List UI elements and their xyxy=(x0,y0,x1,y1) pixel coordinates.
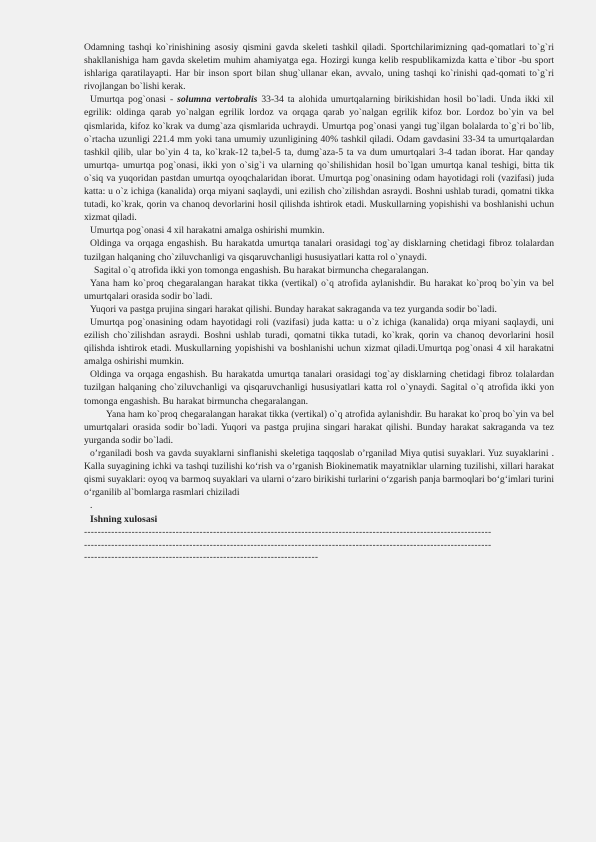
paragraph: Yana ham ko`proq chegaralangan harakat tikka (vertikal) o`q atrofida aylanishdir. Bu harakat ko`proq bo`yin va bel umurtqalari orasida sodir bo`ladi. Yuqori va pastga prujina singari harakat qilishi. Bunday harakat sakraganda va tez yurganda sodir bo`ladi. xyxy=(84,408,554,446)
paragraph: Oldinga va orqaga engashish. Bu harakatda umurtqa tanalari orasidagi tog`ay disklarning chetidagi fibroz tolalardan tuzilgan halqaning cho`ziluvchanligi va qisqaruvchanligi hususiyatlari katta rol o`ynaydi. Sagital o`q atrofida ikki yon tomonga engashish. Bu harakat birmuncha chegaralangan. xyxy=(84,369,554,407)
paragraph: Oldinga va orqaga engashish. Bu harakatda umurtqa tanalari orasidagi tog`ay disklarning chetidagi fibroz tolalardan tuzilgan halqaning cho`ziluvchanligi va qisqaruvchanligi hususiyatlari katta rol o`ynaydi. xyxy=(84,238,554,263)
paragraph: Odamning tashqi ko`rinishining asosiy qismini gavda skeleti tashkil qiladi. Sportchilarimizning qad-qomatlari to`g`ri shakllanishiga ham gavda skeletim muhim ahamiyatga ega. Hozirgi kunga kelib respublikamizda katta e`tibor -bu sport ishlariga qaratilayapti. Har bir inson sport bilan shug`ullanar ekan, avvalo, uning tashqi ko`rinishi qad-qomati to`g`ri rivojlangan bo`lishi kerak. xyxy=(84,42,554,93)
paragraph-fragment: 33-34 ta alohida umurtqalarning birikishidan hosil bo`ladi. Unda ikki xil egrilik: oldinga qarab yo`nalgan egrilik lordoz va orqaga qarab yo`nalgan egrilik kifoz bor. Lordoz bo`yin va bel qismlarida, kifoz ko`krak va dumg`aza qismlarida uchraydi. Umurtqa pog`onasi yangi tug`ilgan bolalarda to`g`ri bo`lib, o`rtacha uzunligi 221.4 mm yoki tana umumiy uzunligining 40% tashkil qiladi. Odam gavdasini 33-34 ta umurtqalardan tashkil qilib, ular bo`yin 4 ta, ko`krak-12 ta,bel-5 ta, dumg`aza-5 ta va dum umurtqalari 3-4 tadan iborat. Har qanday umurtqa- umurtqa pog`onasi, ikki yon o`sig`i va ularning qo`shilishidan hosil bo`lgan umurtqa kanal teshigi, bitta tik o`siq va yuqoridan pastdan umurtqa oyoqchalaridan iborat. Umurtqa pog`onasining odam hayotidagi roli (vazifasi) juda katta: u o`z ichiga (kanalida) orqa miyani saqlaydi, uni ezilish cho`zilishdan asraydi. Boshni ushlab turadi, qomatni tikka tutadi, ko`krak, qorin va chanoq devorlarini hosil qilishda ishtirok etadi. Muskullarning yopishishi va boshlanishi uchun xizmat qiladi. xyxy=(84,94,554,224)
section-heading: Ishning xulosasi xyxy=(90,514,158,526)
answer-line: ------------------------------------------------------------------------------------------------------------------------ xyxy=(84,539,492,551)
paragraph: Umurtqa pog`onasi 4 xil harakatni amalga oshirishi mumkin. xyxy=(90,225,325,237)
paragraph: o’rganiladi bosh va gavda suyaklarni sinflanishi skeletiga taqqoslab o’rganilad Miya qutisi suyaklari. Yuz suyaklarini . Kalla suyagining ichki va tashqi tuzilishi ko‘rish va o’rganish Biokinematik mayatniklar ularning tuzilishi, xillari harakat qismi suyaklari: oyoq va barmoq suyaklari va ularni o‘zaro birikishi turlarini o‘zgarish panja barmoqlari bo‘g‘imlari turini o‘rganilib al`bomlarga rasmlari chiziladi xyxy=(84,447,554,499)
dash-lines xyxy=(84,527,554,565)
dot-line: . xyxy=(90,500,93,512)
answer-line: ------------------------------------------------------------------------------------------------------------------------ xyxy=(84,527,492,539)
paragraph: Umurtqa pog`onasining odam hayotidagi roli (vazifasi) juda katta: u o`z ichiga (kanalida) orqa miyani saqlaydi, uni ezilish cho`zilishdan asraydi. Boshni ushlab turadi, qomatni tikka tutadi, ko`krak, qorin va chanoq devorlarini hosil qilishda ishtirok etadi. Muskullarning yopishishi va boshlanishi uchun xizmat qiladi.Umurtqa pog`onasi 4 xil harakatni amalga oshirishi mumkin. xyxy=(84,316,554,368)
paragraph: Yana ham ko`proq chegaralangan harakat tikka (vertikal) o`q atrofida aylanishdir. Bu harakat ko`proq bo`yin va bel umurtqalari orasida sodir bo`ladi. xyxy=(84,277,554,302)
body-text xyxy=(84,41,554,499)
paragraph: Yuqori va pastga prujina singari harakat qilishi. Bunday harakat sakraganda va tez yurganda sodir bo`ladi. xyxy=(90,303,497,315)
latin-term: solumna vertobralis xyxy=(177,94,258,106)
answer-line: --------------------------------------------------------------------- xyxy=(84,552,319,564)
paragraph xyxy=(84,93,554,224)
paragraph: Sagital o`q atrofida ikki yon tomonga engashish. Bu harakat birmuncha chegaralangan. xyxy=(94,264,429,276)
paragraph-fragment: Umurtqa pog`onasi - xyxy=(90,94,178,106)
